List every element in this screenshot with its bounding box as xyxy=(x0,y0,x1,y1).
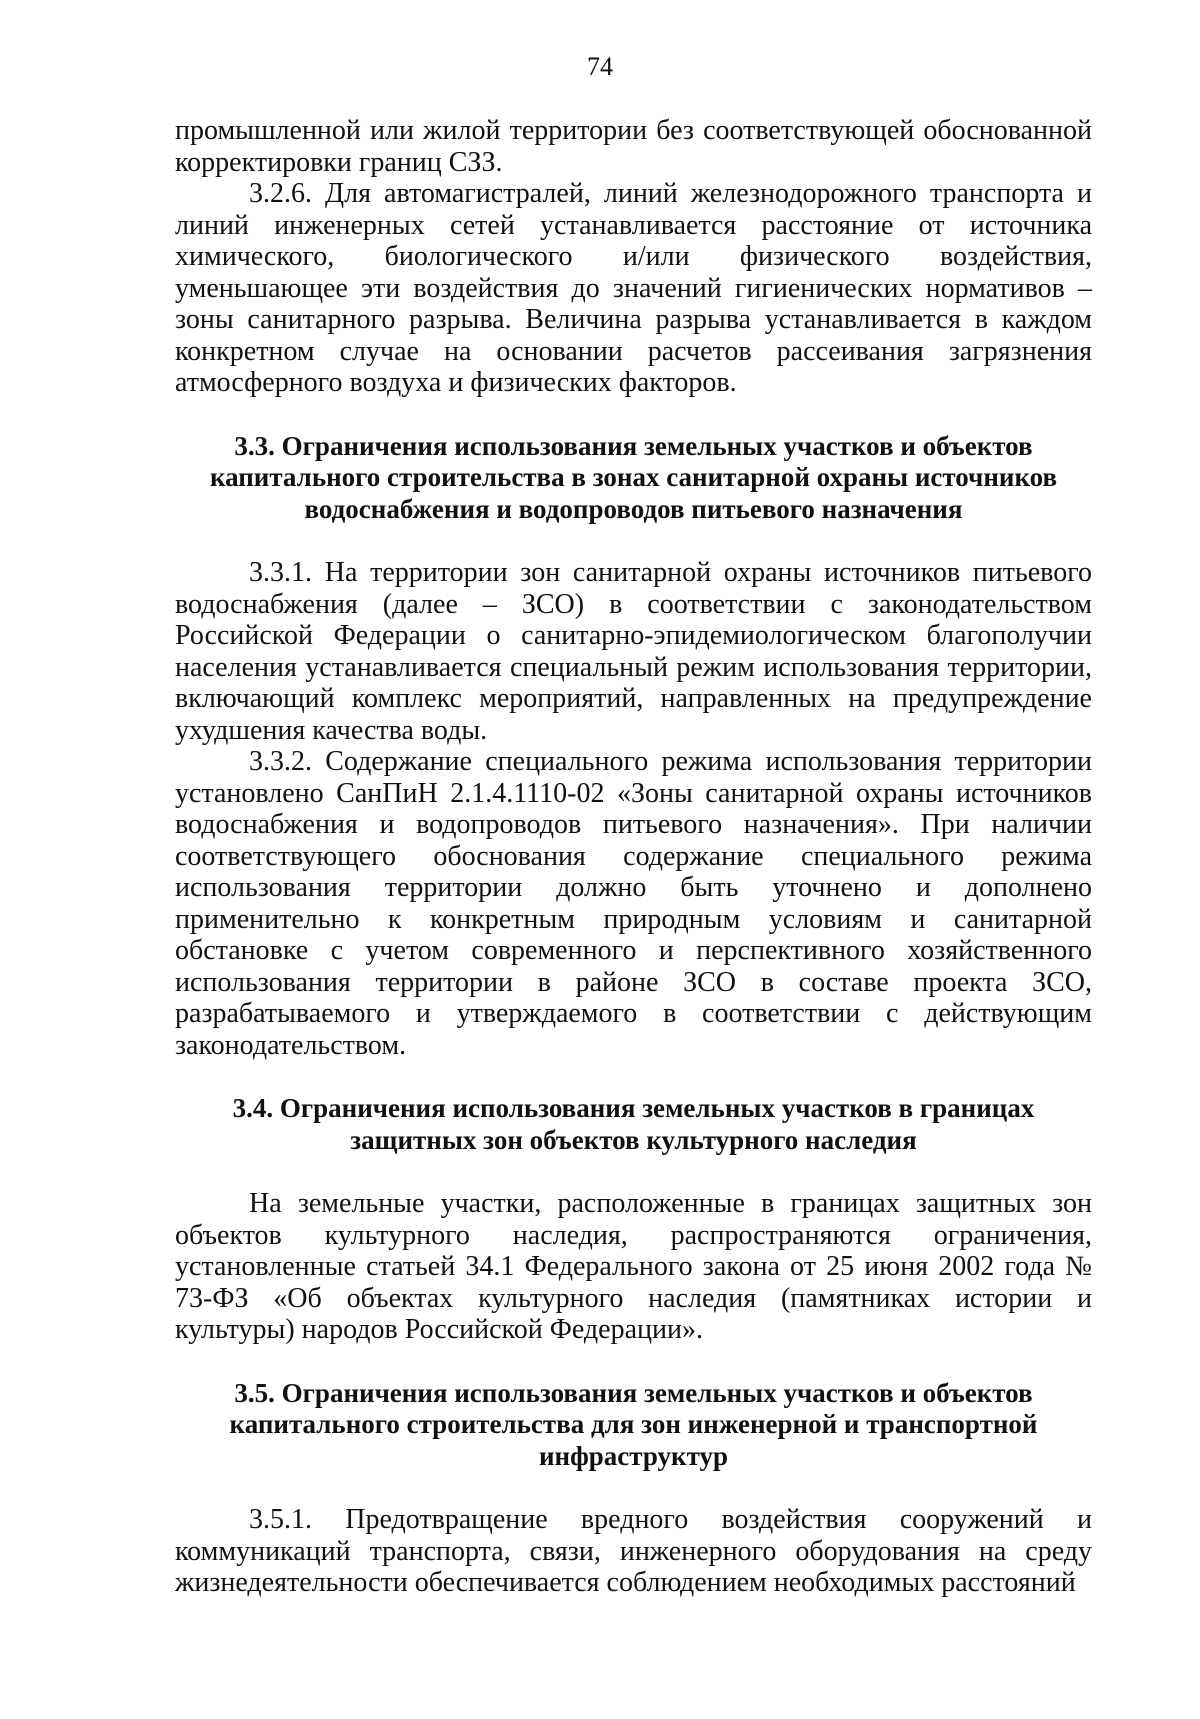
section-heading-3-4: 3.4. Ограничения использования земельных участков в границах защитных зон объектов культурного наследия xyxy=(232,1093,1035,1155)
section-heading-3-5: 3.5. Ограничения использования земельных участков и объектов капитального строительства для зон инженерной и транспортной инфраструктур xyxy=(229,1377,1038,1471)
paragraph-3-5-1: 3.5.1. Предотвращение вредного воздействия сооружений и коммуникаций транспорта, связи, инженерного оборудования на среду жизнедеятельности обеспечивается соблюдением необходимых расстояний xyxy=(175,1504,1092,1598)
document-body xyxy=(175,115,1092,1599)
paragraph-3-2-6: 3.2.6. Для автомагистралей, линий железнодорожного транспорта и линий инженерных сетей устанавливается расстояние от источника химического, биологического и/или физического воздействия, уменьшающее эти воздействия до значений гигиенических нормативов – зоны санитарного разрыва. Величина разрыва устанавливается в каждом конкретном случае на основании расчетов рассеивания загрязнения атмосферного воздуха и физических факторов. xyxy=(175,178,1092,398)
page-number: 74 xyxy=(587,52,613,81)
paragraph-3-3-2: 3.3.2. Содержание специального режима использования территории установлено СанПиН 2.1.4.1110-02 «Зоны санитарной охраны источников водоснабжения и водопроводов питьевого назначения». При наличии соответствующего обоснования содержание специального режима использования территории должно быть уточнено и дополнено применительно к конкретным природным условиям и санитарной обстановке с учетом современного и перспективного хозяйственного использования территории в районе ЗСО в составе проекта ЗСО, разрабатываемого и утверждаемого в соответствии с действующим законодательством. xyxy=(175,746,1092,1061)
paragraph-3-4: На земельные участки, расположенные в границах защитных зон объектов культурного наследия, распространяются ограничения, установленные статьей 34.1 Федерального закона от 25 июня 2002 года № 73-ФЗ «Об объектах культурного наследия (памятниках истории и культуры) народов Российской Федерации». xyxy=(175,1188,1092,1345)
paragraph-3-3-1: 3.3.1. На территории зон санитарной охраны источников питьевого водоснабжения (далее – ЗСО) в соответствии с законодательством Российской Федерации о санитарно-эпидемиологическом благополучии населения устанавливается специальный режим использования территории, включающий комплекс мероприятий, направленных на предупреждение ухудшения качества воды. xyxy=(175,557,1092,746)
paragraph-intro-continuation: промышленной или жилой территории без соответствующей обоснованной корректировки границ СЗЗ. xyxy=(175,115,1092,178)
section-heading-3-3: 3.3. Ограничения использования земельных участков и объектов капитального строительства в зонах санитарной охраны источников водоснабжения и водопроводов питьевого назначения xyxy=(209,430,1058,524)
